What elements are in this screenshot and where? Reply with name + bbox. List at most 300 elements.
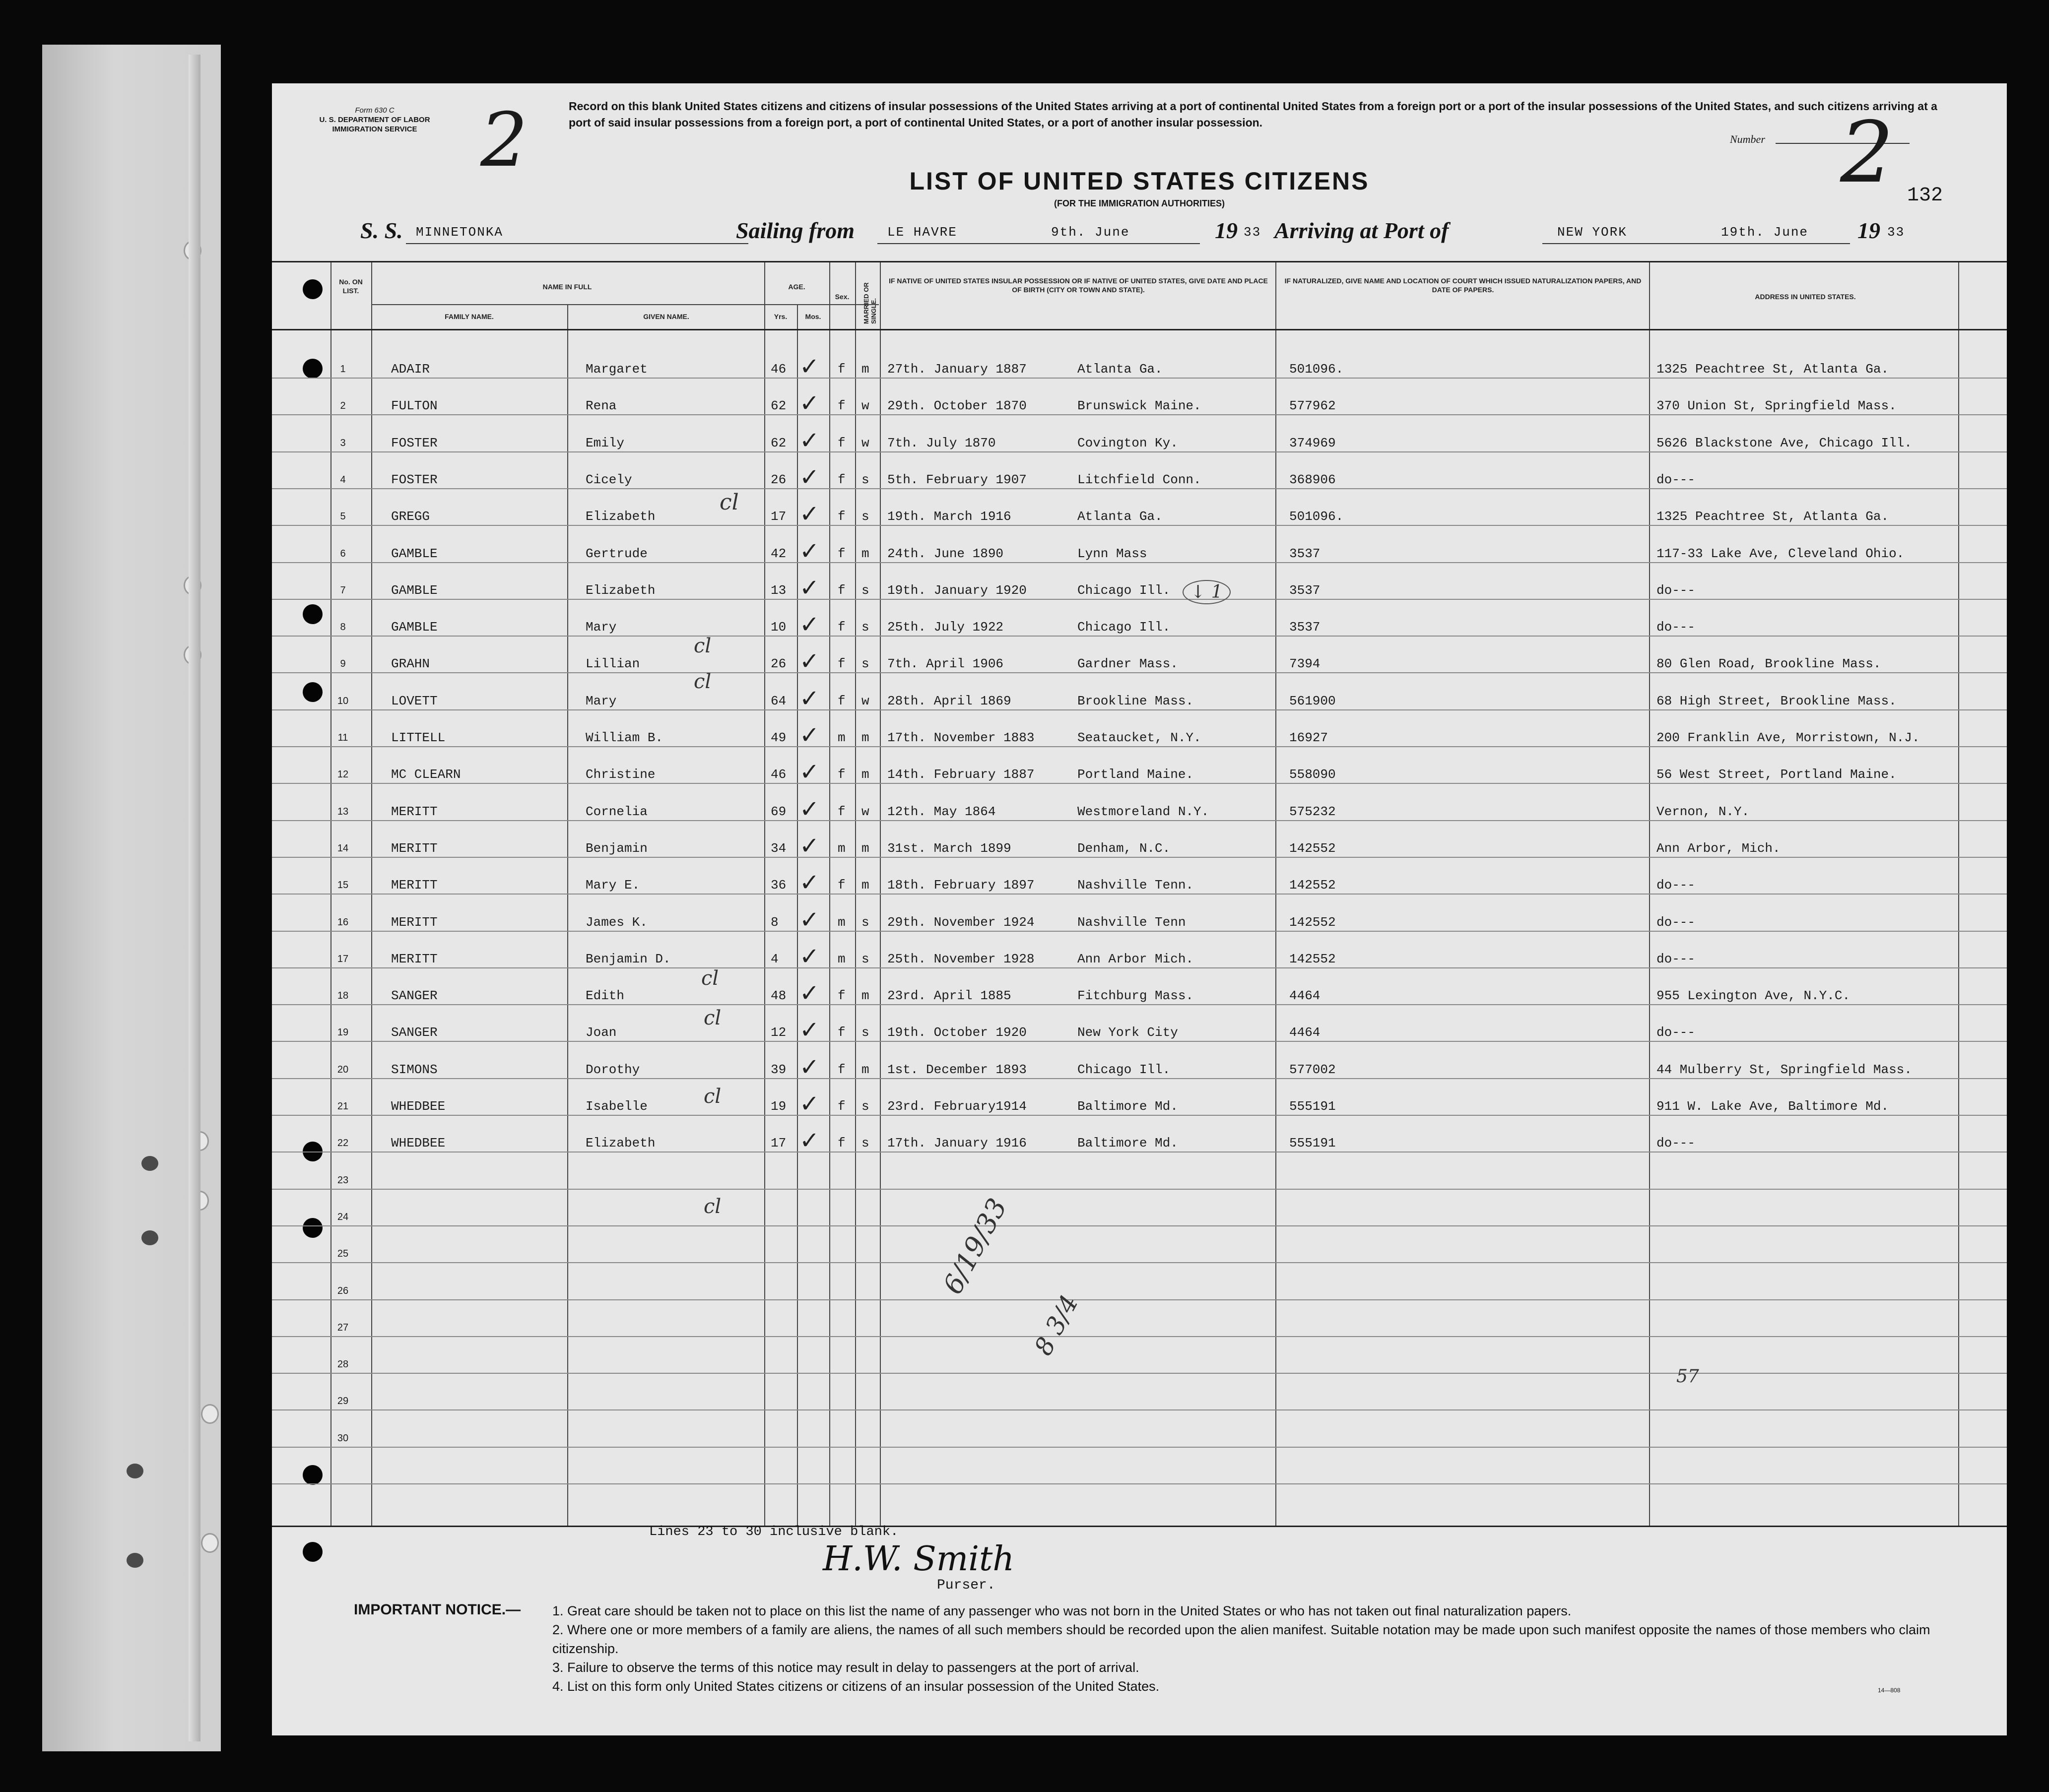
birth-date: 17th. November 1883 — [887, 730, 1035, 745]
age-months-mark: ✓ — [799, 1053, 820, 1081]
us-address: Vernon, N.Y. — [1656, 804, 1750, 819]
binder-rivet — [141, 1230, 158, 1245]
given-name: Edith — [586, 988, 625, 1004]
age-years: 48 — [771, 988, 787, 1004]
line-number: 17 — [337, 953, 349, 964]
birth-place: Litchfield Conn. — [1077, 472, 1201, 487]
given-name: Mary E. — [586, 878, 640, 893]
age-years: 19 — [771, 1099, 787, 1114]
table-row — [272, 1010, 2007, 1047]
given-name: Isabelle — [586, 1099, 648, 1114]
us-address: do--- — [1656, 582, 1696, 598]
given-name: Joan — [586, 1025, 617, 1040]
birth-place: New York City — [1077, 1025, 1178, 1040]
table-row — [272, 384, 2007, 421]
family-name: WHEDBEE — [391, 1099, 446, 1114]
departure-date: 9th. June — [1051, 225, 1130, 240]
col-header-age: AGE. — [788, 283, 805, 291]
departure-rule — [877, 243, 1200, 244]
notice-4: 4. List on this form only United States citizens or citizens of an insular possession of the United States. — [552, 1679, 1160, 1694]
marital-status: m — [861, 1062, 869, 1077]
us-address: 1325 Peachtree St, Atlanta Ga. — [1656, 362, 1889, 377]
table-row — [272, 973, 2007, 1011]
page-subtitle: (FOR THE IMMIGRATION AUTHORITIES) — [1054, 198, 1225, 208]
birth-date: 29th. November 1924 — [887, 914, 1035, 930]
naturalization-papers: 558090 — [1289, 767, 1336, 782]
table-row — [272, 605, 2007, 642]
marital-status: w — [861, 693, 869, 708]
family-name: LOVETT — [391, 693, 438, 708]
given-name: Christine — [586, 767, 656, 782]
line-number: 25 — [337, 1248, 349, 1260]
given-name: Benjamin — [586, 840, 648, 856]
table-row — [272, 789, 2007, 827]
binding-spine — [189, 55, 200, 1741]
sex: f — [838, 767, 846, 782]
naturalization-papers: 142552 — [1289, 914, 1336, 930]
age-years: 12 — [771, 1025, 787, 1040]
age-years: 49 — [771, 730, 787, 745]
binder-rivet — [127, 1464, 143, 1478]
marital-status: m — [861, 878, 869, 893]
sex: f — [838, 656, 846, 672]
age-months-mark: ✓ — [799, 721, 820, 749]
form-number: Form 630 C — [355, 106, 395, 115]
birth-date: 28th. April 1869 — [887, 693, 1011, 708]
age-years: 17 — [771, 1136, 787, 1151]
table-row — [272, 752, 2007, 789]
naturalization-papers: 142552 — [1289, 840, 1336, 856]
birth-date: 31st. March 1899 — [887, 840, 1011, 856]
family-name: GREGG — [391, 509, 430, 524]
sex: f — [838, 1062, 846, 1077]
birth-place: Nashville Tenn — [1077, 914, 1186, 930]
line-number: 3 — [340, 437, 346, 448]
given-name: Elizabeth — [586, 509, 656, 524]
age-months-mark: ✓ — [799, 758, 820, 786]
us-address: 370 Union St, Springfield Mass. — [1656, 398, 1897, 414]
birth-date: 14th. February 1887 — [887, 767, 1035, 782]
marital-status: m — [861, 730, 869, 745]
department-name: U. S. DEPARTMENT OF LABOR — [319, 116, 430, 124]
line-number: 5 — [340, 511, 346, 522]
marital-status: s — [861, 620, 869, 635]
line-number: 12 — [337, 769, 349, 780]
stamp-time: 8 3/4 — [1029, 1290, 1084, 1360]
family-name: WHEDBEE — [391, 1136, 446, 1151]
marital-status: m — [861, 546, 869, 561]
birth-date: 23rd. February1914 — [887, 1099, 1027, 1114]
page-title: LIST OF UNITED STATES CITIZENS — [909, 167, 1370, 195]
table-row — [272, 641, 2007, 679]
age-months-mark: ✓ — [799, 647, 820, 676]
form-identifier — [318, 106, 432, 134]
birth-place: Baltimore Md. — [1077, 1099, 1178, 1114]
stamp-date: 6/19/33 — [937, 1193, 1013, 1299]
sex: f — [838, 398, 846, 414]
col-header-no: No. ON LIST. — [339, 278, 363, 295]
birth-place: Gardner Mass. — [1077, 656, 1178, 672]
age-years: 8 — [771, 914, 779, 930]
birth-place: Chicago Ill. — [1077, 1062, 1171, 1077]
birth-place: Nashville Tenn. — [1077, 878, 1194, 893]
line-number: 16 — [337, 916, 349, 928]
sex: m — [838, 840, 846, 856]
naturalization-papers: 3537 — [1289, 546, 1321, 561]
marital-status: s — [861, 1099, 869, 1114]
blank-row — [272, 1158, 2007, 1195]
family-name: MERITT — [391, 914, 438, 930]
table-row — [272, 826, 2007, 863]
list-number-value: 2 — [1840, 104, 1894, 202]
birth-place: Westmoreland N.Y. — [1077, 804, 1209, 819]
line-number: 19 — [337, 1027, 349, 1038]
birth-date: 17th. January 1916 — [887, 1136, 1027, 1151]
page-stamp: 132 — [1907, 185, 1943, 207]
family-name: FULTON — [391, 398, 438, 414]
line-number: 29 — [337, 1396, 349, 1407]
number-label: Number — [1730, 133, 1765, 145]
arrival-year-prefix: 19 — [1857, 218, 1880, 243]
marital-status: s — [861, 656, 869, 672]
line-number: 18 — [337, 990, 349, 1002]
given-name: Cornelia — [586, 804, 648, 819]
blank-lines-note: Lines 23 to 30 inclusive blank. — [649, 1525, 899, 1539]
family-name: GAMBLE — [391, 582, 438, 598]
family-name: MERITT — [391, 878, 438, 893]
birth-date: 27th. January 1887 — [887, 362, 1027, 377]
naturalization-papers: 368906 — [1289, 472, 1336, 487]
naturalization-papers: 501096. — [1289, 362, 1344, 377]
age-years: 4 — [771, 951, 779, 966]
sex: m — [838, 914, 846, 930]
naturalization-papers: 3537 — [1289, 620, 1321, 635]
naturalization-papers: 501096. — [1289, 509, 1344, 524]
age-years: 26 — [771, 472, 787, 487]
sex: f — [838, 362, 846, 377]
birth-place: Fitchburg Mass. — [1077, 988, 1194, 1004]
given-name: Emily — [586, 435, 625, 450]
clerk-mark: cl — [720, 490, 739, 515]
us-address: 80 Glen Road, Brookline Mass. — [1656, 656, 1881, 672]
col-header-name-in-full: NAME IN FULL — [542, 283, 592, 291]
table-row — [272, 568, 2007, 605]
col-header-months: Mos. — [805, 313, 821, 320]
us-address: Ann Arbor, Mich. — [1656, 840, 1781, 856]
manifest-sheet — [272, 83, 2007, 1735]
given-name: Elizabeth — [586, 1136, 656, 1151]
age-years: 17 — [771, 509, 787, 524]
sex: f — [838, 878, 846, 893]
binder-rivet — [127, 1553, 143, 1568]
naturalization-papers: 142552 — [1289, 878, 1336, 893]
age-years: 62 — [771, 435, 787, 450]
notice-1: 1. Great care should be taken not to place on this list the name of any passenger who was not born in the United States or who has not taken out final naturalization papers. — [552, 1603, 1572, 1618]
age-months-mark: ✓ — [799, 1016, 820, 1044]
sex: f — [838, 988, 846, 1004]
col-header-address: ADDRESS IN UNITED STATES. — [1755, 293, 1856, 301]
naturalization-papers: 3537 — [1289, 582, 1321, 598]
table-row — [272, 715, 2007, 753]
blank-row — [272, 1231, 2007, 1269]
naturalization-papers: 4464 — [1289, 988, 1321, 1004]
us-address: 56 West Street, Portland Maine. — [1656, 767, 1897, 782]
birth-date: 12th. May 1864 — [887, 804, 996, 819]
given-name: Dorothy — [586, 1062, 640, 1077]
age-years: 13 — [771, 582, 787, 598]
col-header-given-name: GIVEN NAME. — [643, 313, 689, 320]
line-number: 4 — [340, 474, 346, 485]
naturalization-papers: 16927 — [1289, 730, 1328, 745]
sex: m — [838, 951, 846, 966]
marital-status: w — [861, 398, 869, 414]
us-address: do--- — [1656, 472, 1696, 487]
line-number: 30 — [337, 1432, 349, 1444]
punch-hole — [303, 1542, 323, 1562]
birth-date: 1st. December 1893 — [887, 1062, 1027, 1077]
line-number: 28 — [337, 1359, 349, 1370]
family-name: SANGER — [391, 1025, 438, 1040]
birth-place: Chicago Ill. — [1077, 620, 1171, 635]
family-name: SIMONS — [391, 1062, 438, 1077]
us-address: 200 Franklin Ave, Morristown, N.J. — [1656, 730, 1920, 745]
binder-hole — [201, 1404, 219, 1424]
marital-status: m — [861, 840, 869, 856]
given-name: Lillian — [586, 656, 640, 672]
naturalization-papers: 374969 — [1289, 435, 1336, 450]
age-months-mark: ✓ — [799, 537, 820, 565]
age-months-mark: ✓ — [799, 905, 820, 934]
age-months-mark: ✓ — [799, 426, 820, 454]
age-months-mark: ✓ — [799, 684, 820, 712]
line-number: 6 — [340, 548, 346, 559]
age-years: 34 — [771, 840, 787, 856]
given-name: William B. — [586, 730, 663, 745]
age-years: 42 — [771, 546, 787, 561]
birth-date: 23rd. April 1885 — [887, 988, 1011, 1004]
birth-place: Baltimore Md. — [1077, 1136, 1178, 1151]
service-name: IMMIGRATION SERVICE — [332, 125, 417, 133]
age-months-mark: ✓ — [799, 795, 820, 823]
age-months-mark: ✓ — [799, 942, 820, 970]
clerk-mark: cl — [694, 670, 712, 693]
marital-status: s — [861, 472, 869, 487]
blank-row — [272, 1305, 2007, 1343]
birth-place: Ann Arbor Mich. — [1077, 951, 1194, 966]
marital-status: w — [861, 804, 869, 819]
age-months-mark: ✓ — [799, 869, 820, 897]
table-row — [272, 863, 2007, 900]
ship-name: MINNETONKA — [416, 225, 504, 240]
naturalization-papers: 555191 — [1289, 1099, 1336, 1114]
clerk-mark: cl — [701, 967, 719, 990]
marital-status: s — [861, 509, 869, 524]
blank-row — [272, 1195, 2007, 1232]
notice-3: 3. Failure to observe the terms of this notice may result in delay to passengers at the port of arrival. — [552, 1660, 1139, 1675]
birth-place: Lynn Mass — [1077, 546, 1147, 561]
marital-status: s — [861, 914, 869, 930]
marital-status: m — [861, 988, 869, 1004]
sex: f — [838, 1025, 846, 1040]
clerk-mark: cl — [704, 1007, 722, 1029]
birth-place: Portland Maine. — [1077, 767, 1194, 782]
line-number: 14 — [337, 842, 349, 854]
departure-port: LE HAVRE — [887, 225, 957, 240]
table-row — [272, 679, 2007, 716]
arriving-label: Arriving at Port of — [1274, 218, 1449, 243]
family-name: GRAHN — [391, 656, 430, 672]
marital-status: w — [861, 435, 869, 450]
line-number: 27 — [337, 1322, 349, 1333]
handwritten-list-number: 2 — [480, 97, 528, 184]
naturalization-papers: 555191 — [1289, 1136, 1336, 1151]
us-address: 911 W. Lake Ave, Baltimore Md. — [1656, 1099, 1889, 1114]
sex: f — [838, 546, 846, 561]
binder-rivet — [141, 1156, 158, 1171]
sex: f — [838, 582, 846, 598]
ship-rule — [406, 243, 748, 244]
table-row — [272, 937, 2007, 974]
binder-hole — [201, 1533, 219, 1553]
sex: f — [838, 1099, 846, 1114]
family-name: LITTELL — [391, 730, 446, 745]
age-years: 36 — [771, 878, 787, 893]
sex: f — [838, 620, 846, 635]
birth-date: 18th. February 1897 — [887, 878, 1035, 893]
table-row — [272, 1047, 2007, 1085]
family-name: FOSTER — [391, 435, 438, 450]
sex: f — [838, 804, 846, 819]
notice-heading: IMPORTANT NOTICE.— — [354, 1601, 521, 1618]
blank-row — [272, 1342, 2007, 1379]
birth-date: 29th. October 1870 — [887, 398, 1027, 414]
margin-note: 57 — [1676, 1366, 1699, 1387]
given-name: Elizabeth — [586, 582, 656, 598]
birth-place: Atlanta Ga. — [1077, 362, 1163, 377]
birth-place: Chicago Ill. — [1077, 582, 1171, 598]
naturalization-papers: 4464 — [1289, 1025, 1321, 1040]
age-years: 69 — [771, 804, 787, 819]
given-name: Rena — [586, 398, 617, 414]
family-name: FOSTER — [391, 472, 438, 487]
line-number: 1 — [340, 364, 346, 375]
sex: f — [838, 509, 846, 524]
departure-year-suffix: 33 — [1244, 225, 1261, 240]
table-row — [272, 347, 2007, 384]
birth-date: 19th. March 1916 — [887, 509, 1011, 524]
line-number: 22 — [337, 1138, 349, 1149]
us-address: do--- — [1656, 914, 1696, 930]
age-months-mark: ✓ — [799, 1090, 820, 1118]
sex: f — [838, 435, 846, 450]
col-header-family-name: FAMILY NAME. — [445, 313, 494, 320]
clerk-mark: cl — [704, 1195, 722, 1218]
line-number: 2 — [340, 400, 346, 412]
birth-place: Covington Ky. — [1077, 435, 1178, 450]
family-name: MERITT — [391, 951, 438, 966]
age-months-mark: ✓ — [799, 500, 820, 528]
marital-status: s — [861, 951, 869, 966]
age-months-mark: ✓ — [799, 1127, 820, 1155]
naturalization-papers: 577002 — [1289, 1062, 1336, 1077]
birth-date: 25th. November 1928 — [887, 951, 1035, 966]
row-rule — [272, 1483, 2007, 1484]
given-name: Margaret — [586, 362, 648, 377]
sex: f — [838, 1136, 846, 1151]
marital-status: m — [861, 362, 869, 377]
age-months-mark: ✓ — [799, 353, 820, 381]
family-name: GAMBLE — [391, 620, 438, 635]
col-header-married-single: MARRIED OR SINGLE. — [862, 282, 877, 324]
naturalization-papers: 561900 — [1289, 693, 1336, 708]
arrival-rule — [1542, 243, 1850, 244]
age-years: 64 — [771, 693, 787, 708]
blank-row — [272, 1416, 2007, 1453]
birth-date: 5th. February 1907 — [887, 472, 1027, 487]
line-number: 9 — [340, 658, 346, 670]
family-name: MERITT — [391, 840, 438, 856]
line-number: 26 — [337, 1285, 349, 1296]
passenger-table — [272, 261, 2007, 1527]
table-row — [272, 457, 2007, 495]
given-name: James K. — [586, 914, 648, 930]
line-number: 10 — [337, 695, 349, 706]
age-years: 46 — [771, 362, 787, 377]
birth-place: Atlanta Ga. — [1077, 509, 1163, 524]
arrival-year-suffix: 33 — [1887, 225, 1905, 240]
us-address: do--- — [1656, 1025, 1696, 1040]
age-years: 39 — [771, 1062, 787, 1077]
us-address: do--- — [1656, 951, 1696, 966]
line-number: 24 — [337, 1211, 349, 1222]
line-number: 15 — [337, 880, 349, 891]
us-address: do--- — [1656, 878, 1696, 893]
col-header-sex: Sex. — [835, 293, 850, 301]
family-name: MC CLEARN — [391, 767, 461, 782]
age-months-mark: ✓ — [799, 463, 820, 491]
age-months-mark: ✓ — [799, 832, 820, 860]
us-address: 1325 Peachtree St, Atlanta Ga. — [1656, 509, 1889, 524]
age-years: 26 — [771, 656, 787, 672]
sex: f — [838, 693, 846, 708]
age-years: 46 — [771, 767, 787, 782]
marital-status: s — [861, 1136, 869, 1151]
clerk-mark: ↓ 1 — [1183, 580, 1231, 604]
table-row — [272, 421, 2007, 458]
marital-status: m — [861, 767, 869, 782]
clerk-mark: cl — [704, 1085, 722, 1108]
family-name: MERITT — [391, 804, 438, 819]
us-address: 117-33 Lake Ave, Cleveland Ohio. — [1656, 546, 1905, 561]
birth-place: Brookline Mass. — [1077, 693, 1194, 708]
table-row — [272, 1084, 2007, 1121]
birth-date: 7th. July 1870 — [887, 435, 996, 450]
marital-status: s — [861, 582, 869, 598]
naturalization-papers: 7394 — [1289, 656, 1321, 672]
clerk-mark: cl — [694, 635, 712, 657]
birth-date: 19th. October 1920 — [887, 1025, 1027, 1040]
sex: f — [838, 472, 846, 487]
ss-label: S. S. — [360, 218, 403, 243]
departure-year-prefix: 19 — [1215, 218, 1238, 243]
age-months-mark: ✓ — [799, 979, 820, 1008]
age-months-mark: ✓ — [799, 574, 820, 602]
arrival-date: 19th. June — [1721, 225, 1809, 240]
birth-date: 25th. July 1922 — [887, 620, 1004, 635]
age-years: 10 — [771, 620, 787, 635]
age-years: 62 — [771, 398, 787, 414]
sailing-from-label: Sailing from — [736, 218, 855, 243]
